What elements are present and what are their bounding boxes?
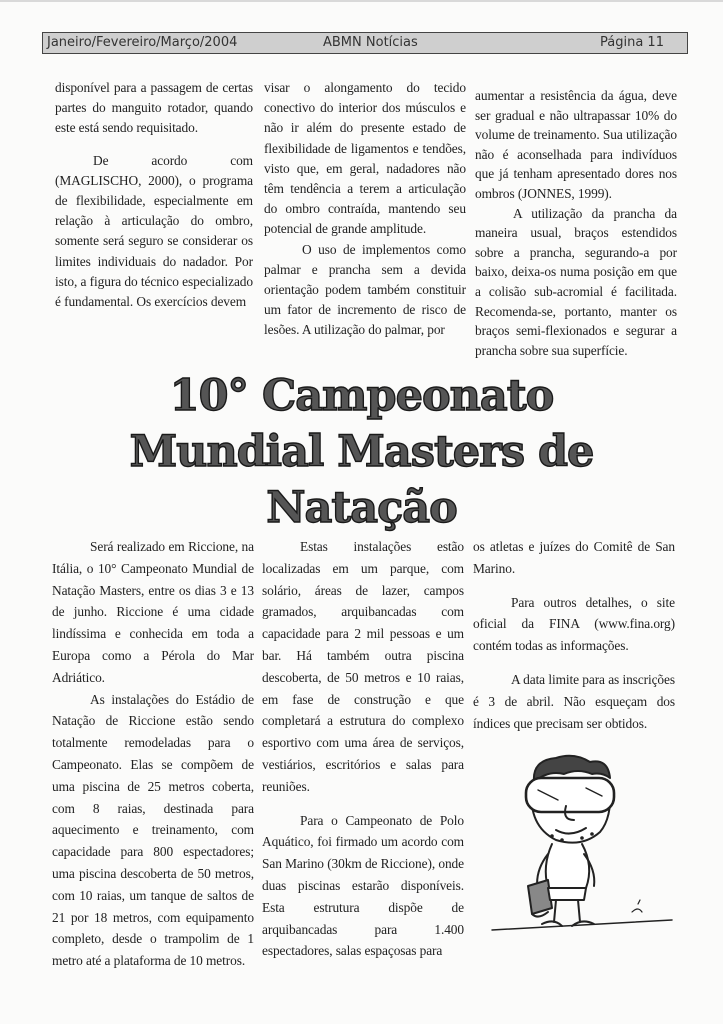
top-column-3 — [475, 86, 677, 360]
paragraph: os atletas e juízes do Comitê de San Marino. — [473, 539, 675, 576]
top-column-2 — [264, 78, 466, 341]
paragraph: A utilização da prancha da maneira usual, braços estendidos sobre a prancha, segurando-a por baixo, deixa-os numa posição em que a colisão sub-acromial é facilitada. Recomenda-se, portanto, manter os braços semi-flexionados e segurar a prancha sobre sua superfície. — [475, 205, 677, 358]
paragraph: O uso de implementos como palmar e prancha sem a devida orientação podem também constituir um fator de incremento de risco de lesões. A utilização do palmar, por — [264, 241, 466, 338]
paragraph: A data limite para as inscrições é 3 de abril. Não esqueçam dos índices que precisam ser obtidos. — [473, 671, 675, 731]
paragraph: disponível para a passagem de certas partes do manguito rotador, quando este está sendo requisitado. — [55, 80, 253, 136]
headline-line-3: Natação — [266, 483, 457, 533]
page-top-edge — [0, 0, 723, 2]
article-column-1 — [52, 536, 254, 972]
swimmer-cartoon-illustration — [482, 748, 682, 938]
article-headline — [0, 368, 723, 536]
headline-line-2: Mundial Masters de — [129, 427, 594, 477]
publication-name: ABMN Notícias — [323, 35, 418, 50]
paragraph: Estas instalações estão localizadas em um parque, com solário, áreas de lazer, campos gramados, arquibancadas com capacidade para 2 mil pessoas e um bar. Há também outra piscina descoberta, de 50 metros e 10 raias, em fase de construção e que completará a estrutura do complexo esportivo com uma área de serviços, vestiários, escritórios e salas para reuniões. — [262, 539, 464, 794]
paragraph: De acordo com (MAGLISCHO, 2000), o programa de flexibilidade, especialmente em relação à articulação do ombro, somente será seguro se considerar os limites individuais do nadador. Por isto, a figura do técnico especializado é fundamental. Os exercícios devem — [55, 152, 253, 310]
paragraph: visar o alongamento do tecido conectivo do interior dos músculos e não ir além do presente estado de flexibilidade de ligamentos e tendões, visto que, em geral, nadadores não têm tendência a terem a articulação do ombro contraída, mantendo seu potencial de grande amplitude. — [264, 80, 466, 237]
page-header — [42, 32, 688, 54]
paragraph: Para o Campeonato de Polo Aquático, foi firmado um acordo com San Marino (30km de Riccione), onde duas piscinas estarão disponíveis. Esta estrutura dispõe de arquibancadas para 1.400 espectadores, salas espaçosas para — [262, 812, 464, 959]
issue-date: Janeiro/Fevereiro/Março/2004 — [47, 35, 238, 50]
page-number: Página 11 — [600, 35, 664, 50]
article-column-3 — [473, 536, 675, 734]
top-column-1 — [55, 78, 253, 312]
paragraph: As instalações do Estádio de Natação de Riccione estão sendo totalmente remodeladas para o Campeonato. Elas se compõem de uma piscina de 25 metros coberta, com 8 raias, destinada para aquecimento e treinamento, com capacidade para 800 espectadores; uma piscina descoberta de 50 metros, com 10 raias, um tanque de saltos de 21 por 18 metros, com equipamento completo, desde o trampolim de 1 metro até a plataforma de 10 metros. — [52, 691, 254, 969]
headline-line-1: 10° Campeonato — [169, 371, 554, 421]
paragraph: Para outros detalhes, o site oficial da FINA (www.fina.org) contém todas as informações. — [473, 594, 675, 654]
article-column-2 — [262, 536, 464, 962]
paragraph: Será realizado em Riccione, na Itália, o 10° Campeonato Mundial de Natação Masters, entre os dias 3 e 13 de junho. Riccione é uma cidade lindíssima e conhecida em toda a Europa como a Pérola do Mar Adriático. — [52, 539, 254, 685]
paragraph: aumentar a resistência da água, deve ser gradual e não ultrapassar 10% do volume de treinamento. Sua utilização não é aconselhada para indivíduos que já tenham apresentado dores nos ombros (JONNES, 1999). — [475, 88, 677, 201]
